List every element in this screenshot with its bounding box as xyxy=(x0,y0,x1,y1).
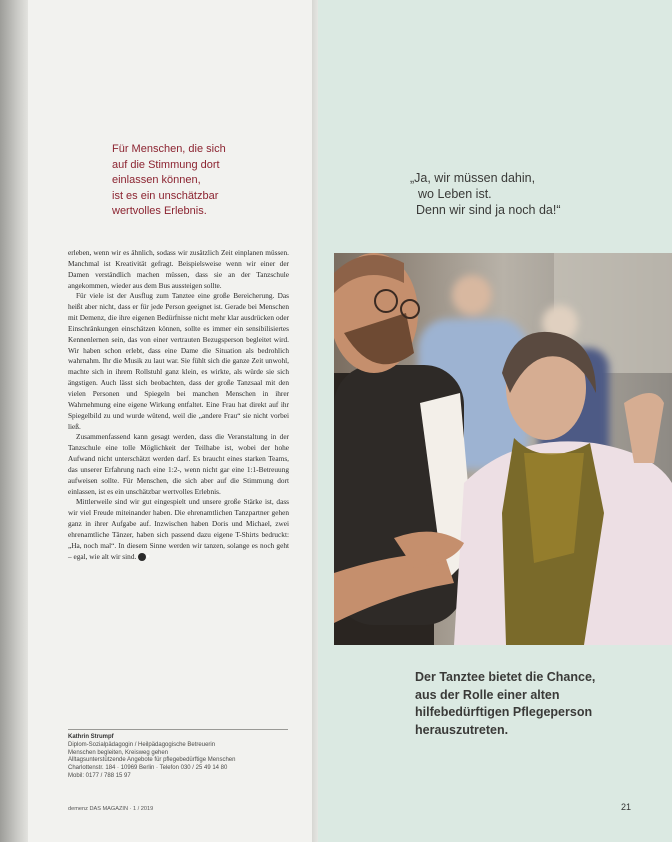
author-line: Mobil: 0177 / 788 15 97 xyxy=(68,772,131,779)
author-line: Menschen begleiten, Kreisweg gehen xyxy=(68,749,169,756)
quote-line: wo Leben ist. xyxy=(418,187,492,201)
author-line: Diplom-Sozialpädagogin / Heilpädagogische Betreuerin xyxy=(68,741,216,748)
author-info xyxy=(68,734,298,781)
magazine-footer: demenz DAS MAGAZIN · 1 / 2019 xyxy=(68,806,154,812)
pull-quote-left xyxy=(112,142,282,220)
book-spine xyxy=(0,0,28,842)
pull-quote-line: wertvolles Erlebnis. xyxy=(112,205,207,217)
photo-illustration xyxy=(334,253,672,645)
pull-quote-line: einlassen können, xyxy=(112,174,201,186)
body-paragraph: Zusammenfassend kann gesagt werden, dass die Veranstaltung in der Tanzschule eine tolle Möglichkeit der Teilhabe ist, wobei der hohe Aufwand nicht unterschätzt werden darf. Es braucht eines starken Teams, das unserer Erfahrung nach eine 1:2-, wenn nicht gar eine 1:1-Betreuung aufweisen sollte. Für Menschen, die sich aber auf die Stimmung dort einlassen, ist es ein unschätzbar wertvolles Erlebnis. xyxy=(68,432,289,496)
page-number: 21 xyxy=(621,802,632,812)
body-paragraph xyxy=(68,497,289,562)
photo-caption xyxy=(415,669,595,739)
quote-line: „Ja, wir müssen dahin, xyxy=(410,171,536,185)
author-line: Alltagsunterstützende Angebote für pflegebedürftige Menschen xyxy=(68,757,236,764)
pull-quote-right xyxy=(410,170,561,218)
body-paragraph: Für viele ist der Ausflug zum Tanztee eine große Bereicherung. Das heißt aber nicht, dass er für jede Person geeignet ist. Gerade bei Menschen mit Demenz, die ihre eigenen Bedürfnisse nicht mehr klar ausdrücken oder Einschränkungen einschätzen können, sollte es immer ein sensibilisiertes Kennenlernen sein, das von einer vertrauten Bezugsperson begleitet wird. Wir haben schon erlebt, dass eine Dame die Situation als bedrohlich wahrnahm. Ihr die Musik zu laut war. Sie fühlt sich die ganze Zeit unwohl, machte sich in ihrem Rollstuhl ganz klein, es wirkte, als würde sie sich ängstigen. Auch lässt sich beobachten, dass der große Tanzsaal mit den vielen Personen und Spiegeln bei manchen Menschen in ihrer Wahrnehmung eine eigene Wirkung entfaltet. Eine Frau hat direkt auf ihr Spiegelbild zu und wurde wütend, weil die „andere Frau“ sie nicht vorbei ließ. xyxy=(68,291,289,431)
caption-line: aus der Rolle einer alten xyxy=(415,687,560,702)
quote-line: Denn wir sind ja noch da!“ xyxy=(416,203,561,217)
end-mark-icon: ● xyxy=(138,553,146,561)
body-paragraph: erleben, wenn wir es ähnlich, sodass wir zusätzlich Zeit einplanen müssen. Manchmal ist Kreativität gefragt. Beispielsweise wenn wir einer der Damen verständlich machen müssen, dass sie an der Tanzschule angekommen, wieder aus dem Bus aussteigen sollte. xyxy=(68,248,289,290)
caption-line: hilfebedürftigen Pflegeperson xyxy=(415,705,593,719)
pull-quote-line: Für Menschen, die sich xyxy=(112,143,226,155)
pull-quote-line: ist es ein unschätzbar xyxy=(112,189,219,202)
author-name: Kathrin Strumpf xyxy=(68,734,114,740)
dance-photo xyxy=(334,253,672,645)
pull-quote-line: auf die Stimmung dort xyxy=(112,158,220,171)
article-body xyxy=(68,248,289,562)
caption-line: herauszutreten. xyxy=(415,722,509,737)
body-paragraph-text: Mittlerweile sind wir gut eingespielt und unsere große Stärke ist, dass wir viel Freude miteinander haben. Die ehrenamtlichen Tanzpartner gehen ganz in ihrer Aufgabe auf. Inzwischen haben Doris und Michael, zwei ehrenamtliche Tänzer, haben sich passend dazu eigene T-Shirts bedruckt: „Ha, noch mal“. In diesem Sinne werden wir tanzen, solange es noch geht – egal, wie alt wir sind. xyxy=(68,497,289,561)
divider xyxy=(68,729,288,730)
author-line: Charlottenstr. 184 · 10969 Berlin · Telefon 030 / 25 49 14 80 xyxy=(68,765,228,772)
caption-line: Der Tanztee bietet die Chance, xyxy=(415,670,596,684)
